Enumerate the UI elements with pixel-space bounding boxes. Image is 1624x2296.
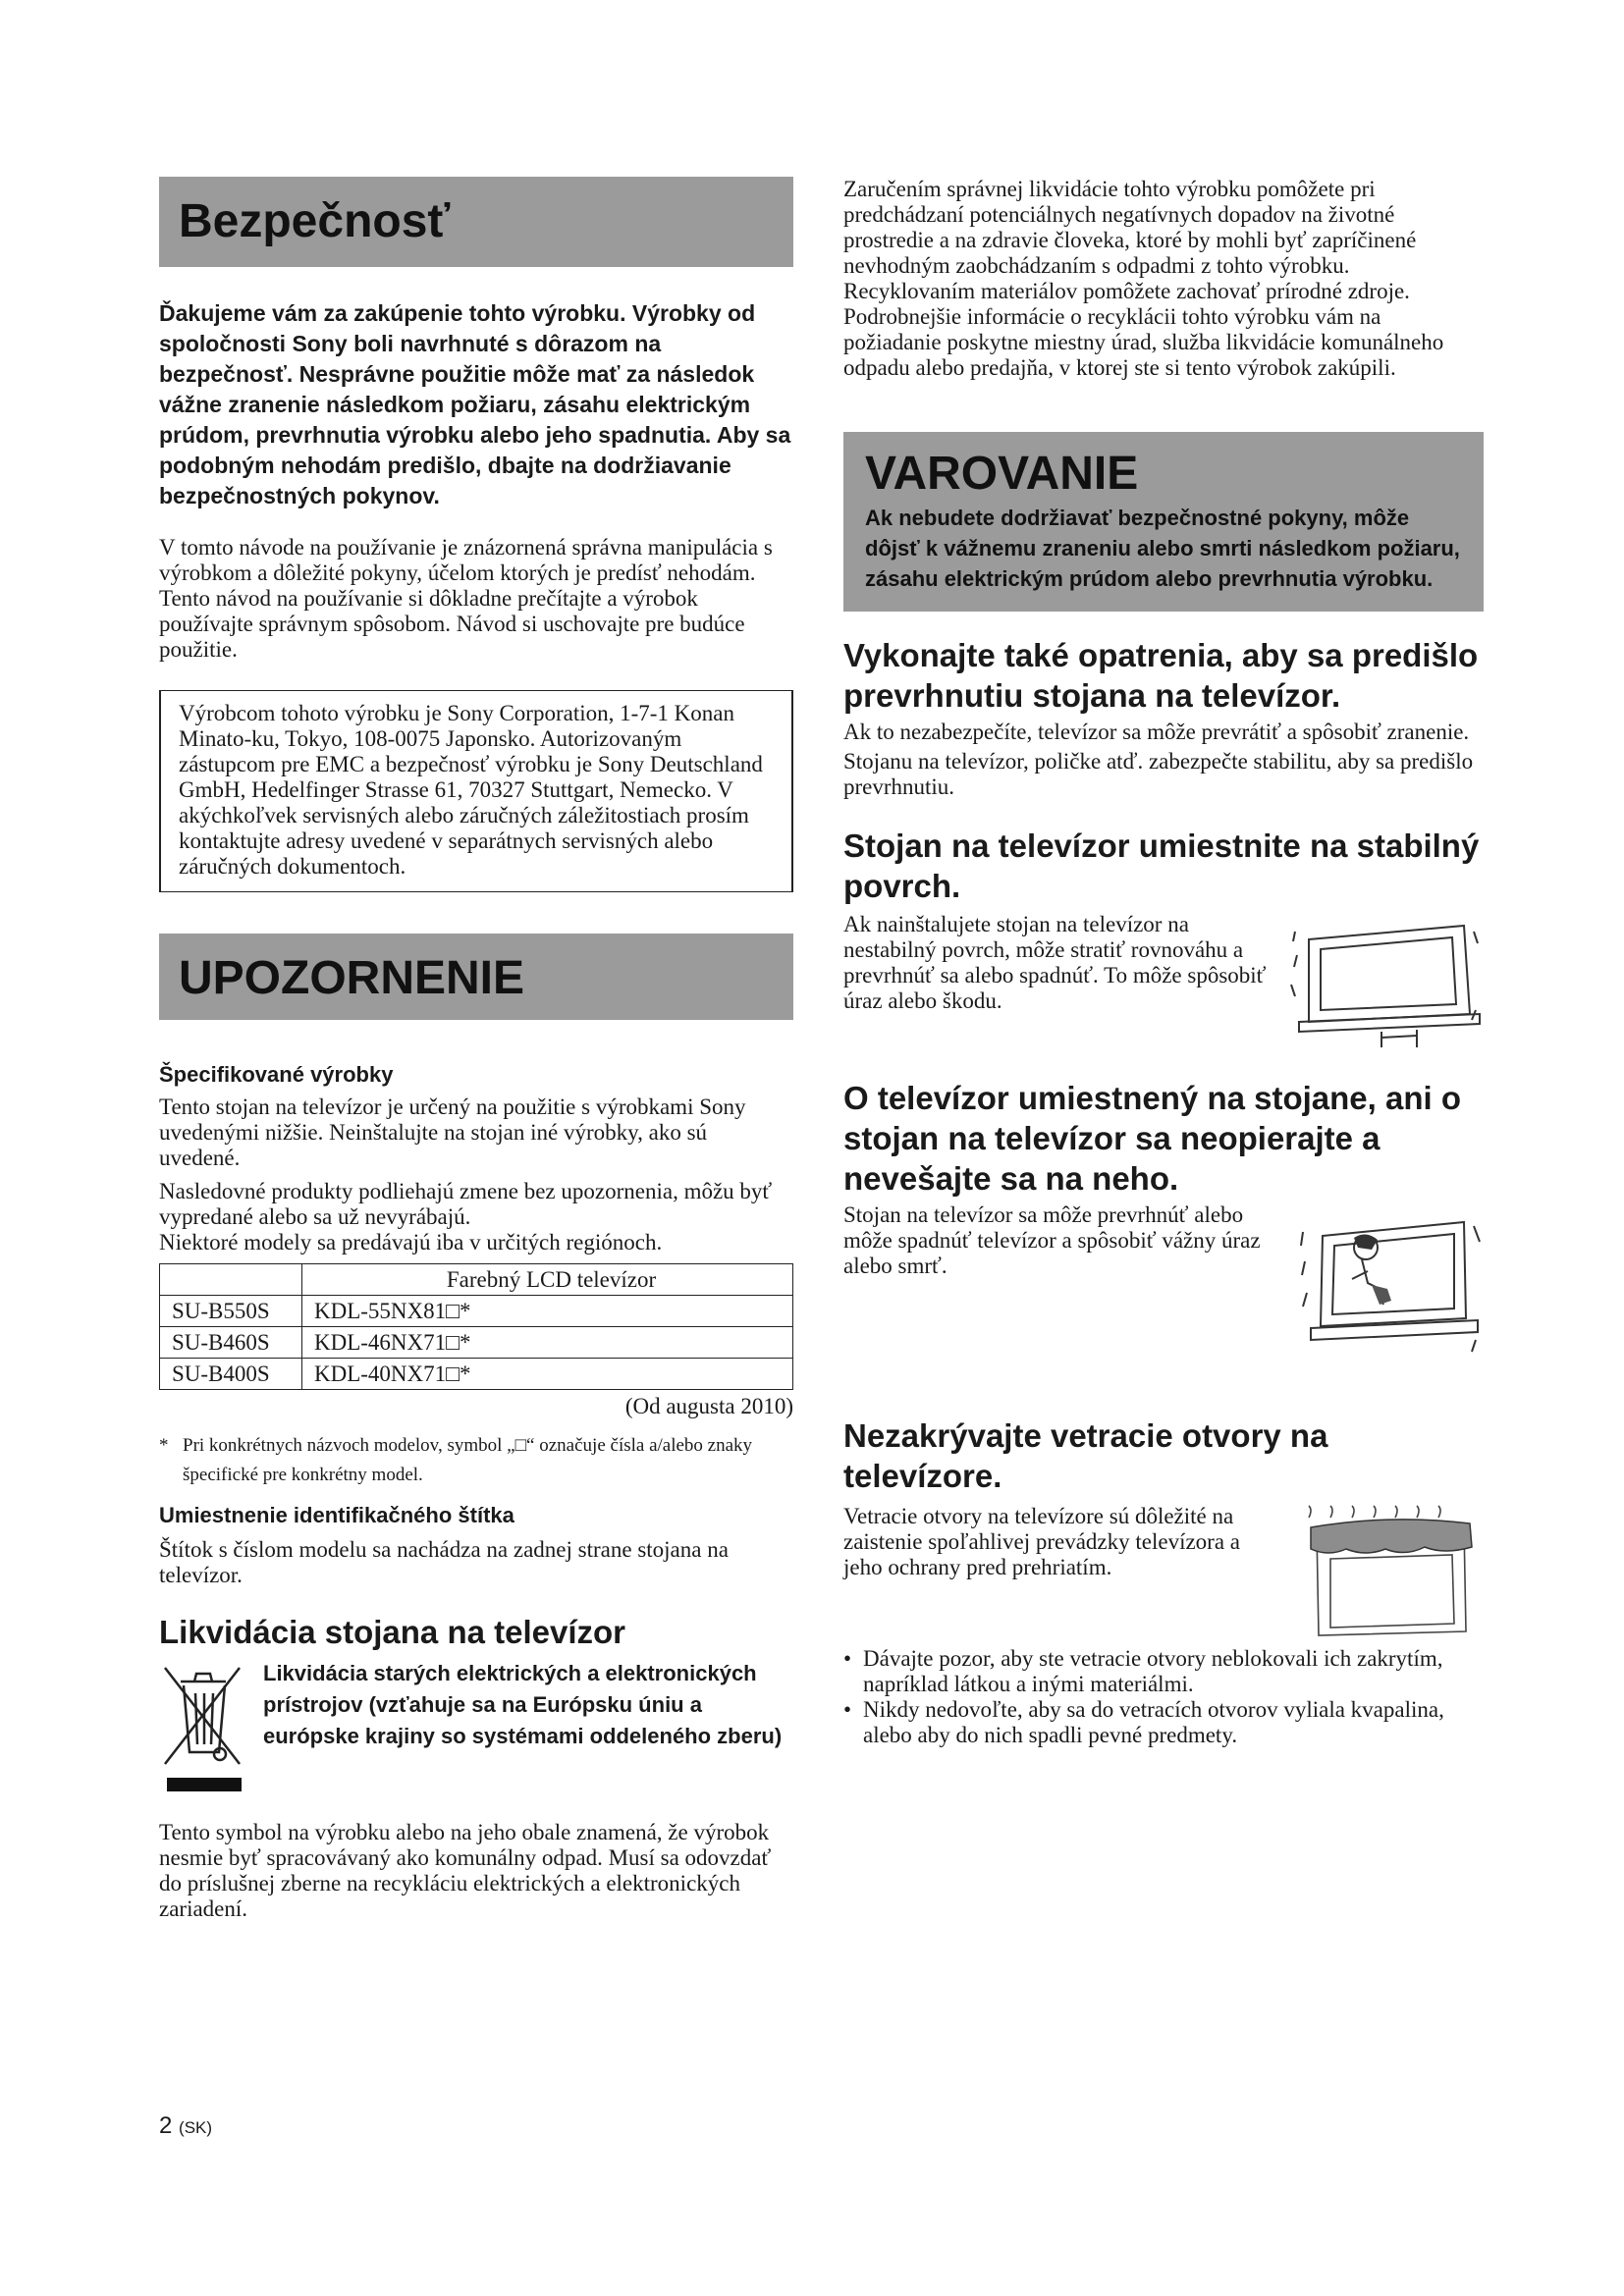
page-language: (SK) (179, 2118, 213, 2137)
bullet-text: Dávajte pozor, aby ste vetracie otvory neblokovali ich zakrytím, napríklad látkou a inými materiálmi. (863, 1646, 1443, 1696)
bullet-marker: • (843, 1697, 852, 1722)
label-heading: Umiestnenie identifikačného štítka (159, 1503, 514, 1527)
section-1-paragraph-1: Ak to nezabezpečíte, televízor sa môže prevrátiť a spôsobiť zranenie. (843, 720, 1470, 744)
table-header-empty (160, 1264, 302, 1296)
table-header-row (160, 1264, 793, 1296)
spec-paragraph-1: Tento stojan na televízor je určený na použitie s výrobkami Sony uvedenými nižšie. Neinštalujte na stojan iné výrobky, ako sú uvedené. (159, 1095, 746, 1170)
left-column (159, 177, 793, 1922)
disposal-heading: Likvidácia stojana na televízor (159, 1614, 626, 1650)
tv-model: KDL-40NX71□* (302, 1359, 793, 1390)
crossed-bin-icon (159, 1658, 257, 1800)
warning-title: VAROVANIE (865, 448, 1139, 500)
section-4-text: Vetracie otvory na televízore sú dôležité na zaistenie spoľahlivej prevádzky televízora a jeho ochrany pred prehriatím. (843, 1504, 1240, 1579)
ventilation-illustration (1297, 1504, 1484, 1646)
label-text: Štítok s číslom modelu sa nachádza na zadnej strane stojana na televízor. (159, 1537, 729, 1587)
table-row (160, 1359, 793, 1390)
table-date: (Od augusta 2010) (624, 1394, 793, 1418)
stand-model: SU-B400S (160, 1359, 302, 1390)
caution-banner (159, 934, 793, 1020)
stand-model: SU-B550S (160, 1296, 302, 1327)
warning-banner (843, 432, 1484, 612)
bullet-text: Nikdy nedovoľte, aby sa do vetracích otvorov vyliala kvapalina, alebo aby do nich spadli pevné predmety. (863, 1697, 1444, 1747)
table-header: Farebný LCD televízor (302, 1264, 793, 1296)
weee-block (159, 1658, 793, 1800)
tv-on-stand-illustration (1287, 912, 1484, 1054)
section-2-text: Ak nainštalujete stojan na televízor na nestabilný povrch, môže stratiť rovnováhu a prevrhnúť sa alebo spadnúť. To môže spôsobiť úraz alebo škodu. (843, 912, 1267, 1013)
list-item (843, 1646, 1484, 1697)
table-row (160, 1327, 793, 1359)
section-4-body (843, 1504, 1484, 1646)
spec-paragraph-2: Nasledovné produkty podliehajú zmene bez upozornenia, môžu byť vypredané alebo sa už nevyrábajú. (159, 1179, 773, 1229)
child-climbing-illustration (1297, 1202, 1484, 1364)
tv-model: KDL-46NX71□* (302, 1327, 793, 1359)
intro-bold-text: Ďakujeme vám za zakúpenie tohto výrobku. Výrobky od spoločnosti Sony boli navrhnuté s dôrazom na bezpečnosť. Nesprávne použitie môže mať za následok vážne zranenie následkom požiaru, zásahu elektrickým prúdom, prevrhnutia výrobku alebo jeho spadnutia. Aby sa podobným nehodám predišlo, dbajte na dodržiavanie bezpečnostných pokynov. (159, 300, 791, 508)
intro-text: V tomto návode na používanie je znázornená správna manipulácia s výrobkom a dôležité pokyny, účelom ktorých je predísť nehodám. Tento návod na používanie si dôkladne prečítajte a výrobok používajte správnym spôsobom. Návod si uschovajte pre budúce použitie. (159, 535, 773, 662)
disposal-continued-text: Zaručením správnej likvidácie tohto výrobku pomôžete pri predchádzaní potenciálnych negatívnych dopadov na životné prostredie a na zdravie človeka, ktoré by mohli byť zapríčinené nevhodným zaobchádzaním s odpadmi z tohto výrobku. Recyklovaním materiálov pomôžete zachovať prírodné zdroje. Podrobnejšie informácie o recyklácii tohto výrobku vám na požiadanie poskytne miestny úrad, služba likvidácie komunálneho odpadu alebo predajňa, v ktorej ste si tento výrobok zakúpili. (843, 177, 1444, 380)
safety-title: Bezpečnosť (179, 195, 451, 247)
table-row (160, 1296, 793, 1327)
models-table (159, 1263, 793, 1390)
disposal-text: Tento symbol na výrobku alebo na jeho obale znamená, že výrobok nesmie byť spracovávaný ako komunálny odpad. Musí sa odovzdať do príslušnej zberne na recykláciu elektrických a elektronických zariadení. (159, 1820, 772, 1921)
spec-paragraph-3: Niektoré modely sa predávajú iba v určitých regiónoch. (159, 1230, 663, 1255)
section-3-heading: O televízor umiestnený na stojane, ani o stojan na televízor sa neopierajte a nevešajte sa na neho. (843, 1080, 1461, 1197)
stand-model: SU-B460S (160, 1327, 302, 1359)
list-item (843, 1697, 1484, 1748)
bullet-list (843, 1646, 1484, 1748)
safety-banner (159, 177, 793, 267)
section-4-heading: Nezakrývajte vetracie otvory na televízore. (843, 1417, 1328, 1494)
manufacturer-text: Výrobcom tohoto výrobku je Sony Corporation, 1-7-1 Konan Minato-ku, Tokyo, 108-0075 Japonsko. Autorizovaným zástupcom pre EMC a bezpečnosť výrobku je Sony Deutschland GmbH, Hedelfinger Strasse 61, 70327 Stuttgart, Nemecko. V akýchkoľvek servisných alebo záručných záležitostiach prosím kontaktujte adresy uvedené v separátnych servisných alebo záručných dokumentoch. (179, 701, 763, 879)
right-column (843, 177, 1484, 1748)
tv-model: KDL-55NX81□* (302, 1296, 793, 1327)
footnote (159, 1431, 793, 1490)
disposal-bold-text: Likvidácia starých elektrických a elektronických prístrojov (vzťahuje sa na Európsku úniu a európske krajiny so systémami oddeleného zberu) (263, 1661, 783, 1748)
footnote-star: * (159, 1435, 169, 1456)
section-3-text: Stojan na televízor sa môže prevrhnúť alebo môže spadnúť televízor a spôsobiť vážny úraz alebo smrť. (843, 1202, 1261, 1278)
section-2-heading: Stojan na televízor umiestnite na stabilný povrch. (843, 828, 1480, 904)
page-number (159, 2112, 212, 2140)
warning-text: Ak nebudete dodržiavať bezpečnostné pokyny, môže dôjsť k vážnemu zraneniu alebo smrti následkom požiaru, zásahu elektrickým prúdom alebo prevrhnutia výrobku. (865, 506, 1460, 591)
bullet-marker: • (843, 1646, 852, 1671)
section-1-heading: Vykonajte také opatrenia, aby sa predišlo prevrhnutiu stojana na televízor. (843, 637, 1479, 714)
section-3-body (843, 1202, 1484, 1364)
section-2-body (843, 912, 1484, 1054)
manufacturer-box (159, 690, 793, 892)
caution-title: UPOZORNENIE (179, 952, 525, 1004)
footnote-text: Pri konkrétnych názvoch modelov, symbol „□“ označuje čísla a/alebo znaky špecifické pre konkrétny model. (183, 1435, 753, 1485)
spec-heading: Špecifikované výrobky (159, 1062, 394, 1087)
page-number-value: 2 (159, 2112, 173, 2139)
section-1-paragraph-2: Stojanu na televízor, poličke atď. zabezpečte stabilitu, aby sa predišlo prevrhnutiu. (843, 749, 1474, 799)
